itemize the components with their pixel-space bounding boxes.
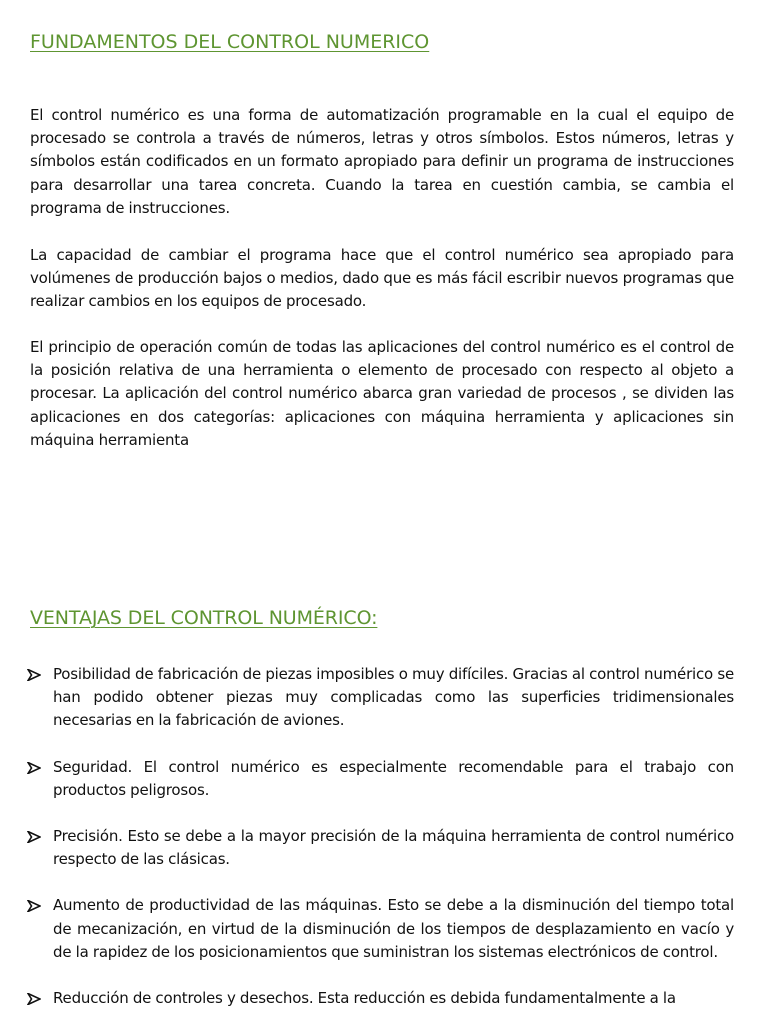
list-item (0, 894, 768, 964)
list-item-text: Aumento de productividad de las máquinas. Esto se debe a la disminución del tiempo total de mecanización, en virtud de la disminución de los tiempos de desplazamiento en vacío y de la rapidez de los posicionamientos que suministran los sistemas electrónicos de control. (53, 896, 734, 961)
paragraph-operation-principle: El principio de operación común de todas las aplicaciones del control numérico es el control de la posición relativa de una herramienta o elemento de procesado con respecto al objeto a procesar. La aplicación del control numérico abarca gran variedad de procesos , se dividen las aplicaciones en dos categorías: aplicaciones con máquina herramienta y aplicaciones sin máquina herramienta (30, 338, 734, 449)
advantages-list (0, 663, 768, 1024)
list-item (0, 756, 768, 802)
list-item (0, 987, 768, 1010)
paragraph-definition: El control numérico es una forma de automatización programable en la cual el equipo de procesado se controla a través de números, letras y otros símbolos. Estos números, letras y símbolos están codificados en un formato apropiado para definir un programa de instrucciones para desarrollar una tarea concreta. Cuando la tarea en cuestión cambia, se cambia el programa de instrucciones. (30, 106, 734, 217)
arrowhead-bullet-icon (27, 669, 41, 681)
arrowhead-bullet-icon (27, 762, 41, 774)
list-item-text: Precisión. Esto se debe a la mayor precisión de la máquina herramienta de control numérico respecto de las clásicas. (53, 827, 734, 869)
list-item-text: Reducción de controles y desechos. Esta reducción es debida fundamentalmente a la (53, 989, 676, 1008)
list-item-text: Seguridad. El control numérico es especialmente recomendable para el trabajo con productos peligrosos. (53, 757, 734, 799)
paragraph-program-capacity: La capacidad de cambiar el programa hace que el control numérico sea apropiado para volúmenes de producción bajos o medios, dado que es más fácil escribir nuevos programas que realizar cambios en los equipos de procesado. (30, 246, 734, 311)
arrowhead-bullet-icon (27, 831, 41, 843)
section-title-fundamentos: FUNDAMENTOS DEL CONTROL NUMERICO (30, 31, 430, 53)
arrowhead-bullet-icon (27, 993, 41, 1005)
arrowhead-bullet-icon (27, 900, 41, 912)
list-item-text: Posibilidad de fabricación de piezas imposibles o muy difíciles. Gracias al control numérico se han podido obtener piezas muy complicadas como las superficies tridimensionales necesarias en la fabricación de aviones. (53, 665, 734, 730)
list-item (0, 663, 768, 733)
section-title-ventajas: VENTAJAS DEL CONTROL NUMÉRICO: (30, 607, 378, 629)
list-item (0, 825, 768, 871)
